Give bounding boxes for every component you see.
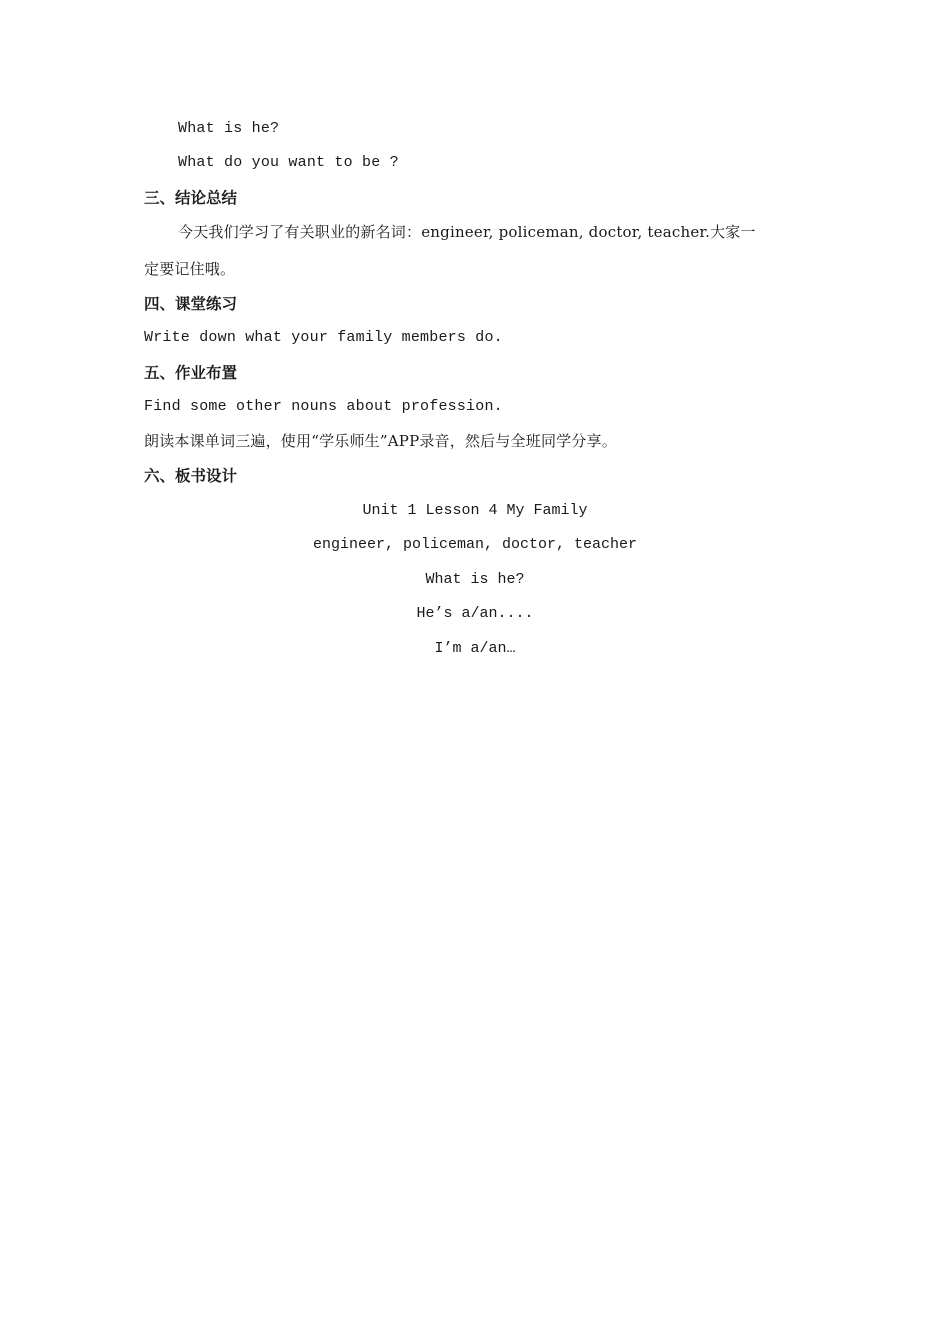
board-question: What is he?	[425, 571, 525, 588]
section-heading-homework: 五、作业布置	[144, 364, 238, 382]
conclusion-paragraph-line-2: 定要记住哦。	[144, 260, 236, 278]
conclusion-paragraph-line-1: 今天我们学习了有关职业的新名词：engineer, policeman, doctor, teacher.大家一	[178, 223, 756, 241]
section-heading-board-design: 六、板书设计	[144, 467, 238, 485]
question-want-to-be: What do you want to be ?	[178, 154, 399, 171]
board-answer-1: He’s a/an....	[416, 605, 534, 622]
board-words: engineer, policeman, doctor, teacher	[312, 536, 638, 553]
question-what-is-he: What is he?	[178, 120, 280, 137]
homework-text-2: 朗读本课单词三遍，使用“学乐师生”APP录音，然后与全班同学分享。	[144, 432, 617, 450]
section-heading-conclusion: 三、结论总结	[144, 189, 238, 207]
practice-text: Write down what your family members do.	[144, 329, 503, 346]
section-heading-practice: 四、课堂练习	[144, 295, 238, 313]
board-answer-2: I’m a/an…	[434, 640, 516, 657]
board-title: Unit 1 Lesson 4 My Family	[362, 502, 588, 519]
homework-text-1: Find some other nouns about profession.	[144, 398, 503, 415]
